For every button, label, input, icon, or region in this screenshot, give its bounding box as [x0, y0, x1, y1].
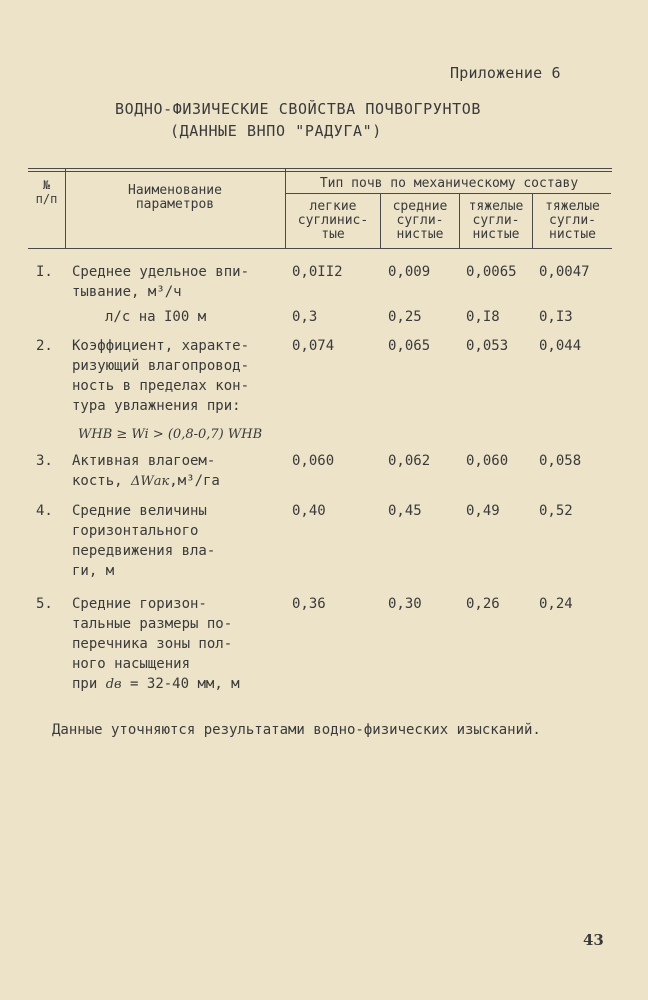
row-4-num: 4.: [36, 503, 53, 519]
row-2-val-2: 0,065: [388, 338, 431, 354]
page-number: 43: [583, 931, 604, 949]
table-top-rule: [28, 168, 612, 169]
table-top-rule-2: [28, 171, 612, 172]
row-1-val-1: 0,0II2: [292, 264, 343, 280]
row-5-val-2: 0,30: [388, 596, 422, 612]
row-5-num: 5.: [36, 596, 53, 612]
title-line-2: (ДАННЫЕ ВНПО "РАДУГА"): [170, 122, 382, 140]
header-soil-group: Тип почв по механическому составу: [319, 176, 579, 191]
row-2-formula: WНВ ≥ Wi > (0,8-0,7) WНВ: [78, 427, 263, 442]
group-header-rule: [285, 193, 611, 194]
row-1-val-3: 0,0065: [466, 264, 517, 280]
row-4-val-4: 0,52: [539, 503, 573, 519]
row-5-param: Средние горизон- тальные размеры по- перечника зоны пол- ного насыщения при dв = 32-40 мм, м: [72, 596, 240, 692]
header-num: № п/п: [35, 178, 58, 206]
row-2-val-3: 0,053: [466, 338, 509, 354]
footnote: Данные уточняются результатами водно-физических изысканий.: [52, 722, 541, 738]
row-5-val-4: 0,24: [539, 596, 573, 612]
row-3-val-3: 0,060: [466, 453, 509, 469]
row-2-num: 2.: [36, 338, 53, 354]
row-1-sub-val-3: 0,I8: [466, 309, 500, 325]
row-3-num: 3.: [36, 453, 53, 469]
row-1-val-2: 0,009: [388, 264, 431, 280]
row-1-sub-label: л/с на I00 м: [105, 309, 207, 325]
header-soil-2: средние сугли- нистые: [392, 199, 448, 242]
row-3-val-4: 0,058: [539, 453, 582, 469]
header-soil-4: тяжелые сугли- нистые: [545, 199, 600, 242]
row-1-param: Среднее удельное впи- тывание, м³/ч: [72, 264, 250, 300]
row-4-val-2: 0,45: [388, 503, 422, 519]
row-5-val-3: 0,26: [466, 596, 500, 612]
row-3-val-2: 0,062: [388, 453, 431, 469]
row-2-param: Коэффициент, характе- ризующий влагопровод- ность в пределах кон- тура увлажнения при:: [72, 338, 250, 414]
row-4-val-1: 0,40: [292, 503, 326, 519]
header-soil-1: легкие суглинис- тые: [297, 199, 369, 242]
row-1-sub-val-1: 0,3: [292, 309, 318, 325]
title-line-1: ВОДНО-ФИЗИЧЕСКИЕ СВОЙСТВА ПОЧВОГРУНТОВ: [115, 100, 481, 118]
row-3-param: Активная влагоем- кость, ΔWак,м³/га: [72, 453, 220, 489]
header-bottom-rule: [28, 248, 612, 249]
row-3-val-1: 0,060: [292, 453, 335, 469]
row-5-val-1: 0,36: [292, 596, 326, 612]
header-soil-3: тяжелые сугли- нистые: [468, 199, 524, 242]
row-2-val-1: 0,074: [292, 338, 335, 354]
row-1-num: I.: [36, 264, 53, 280]
row-1-sub-val-2: 0,25: [388, 309, 422, 325]
row-4-val-3: 0,49: [466, 503, 500, 519]
row-1-val-4: 0,0047: [539, 264, 590, 280]
row-4-param: Средние величины горизонтального передвижения вла- ги, м: [72, 503, 216, 579]
row-2-val-4: 0,044: [539, 338, 582, 354]
row-1-sub-val-4: 0,I3: [539, 309, 573, 325]
appendix-label: Приложение 6: [450, 64, 561, 82]
header-param: Наименование параметров: [128, 183, 222, 212]
